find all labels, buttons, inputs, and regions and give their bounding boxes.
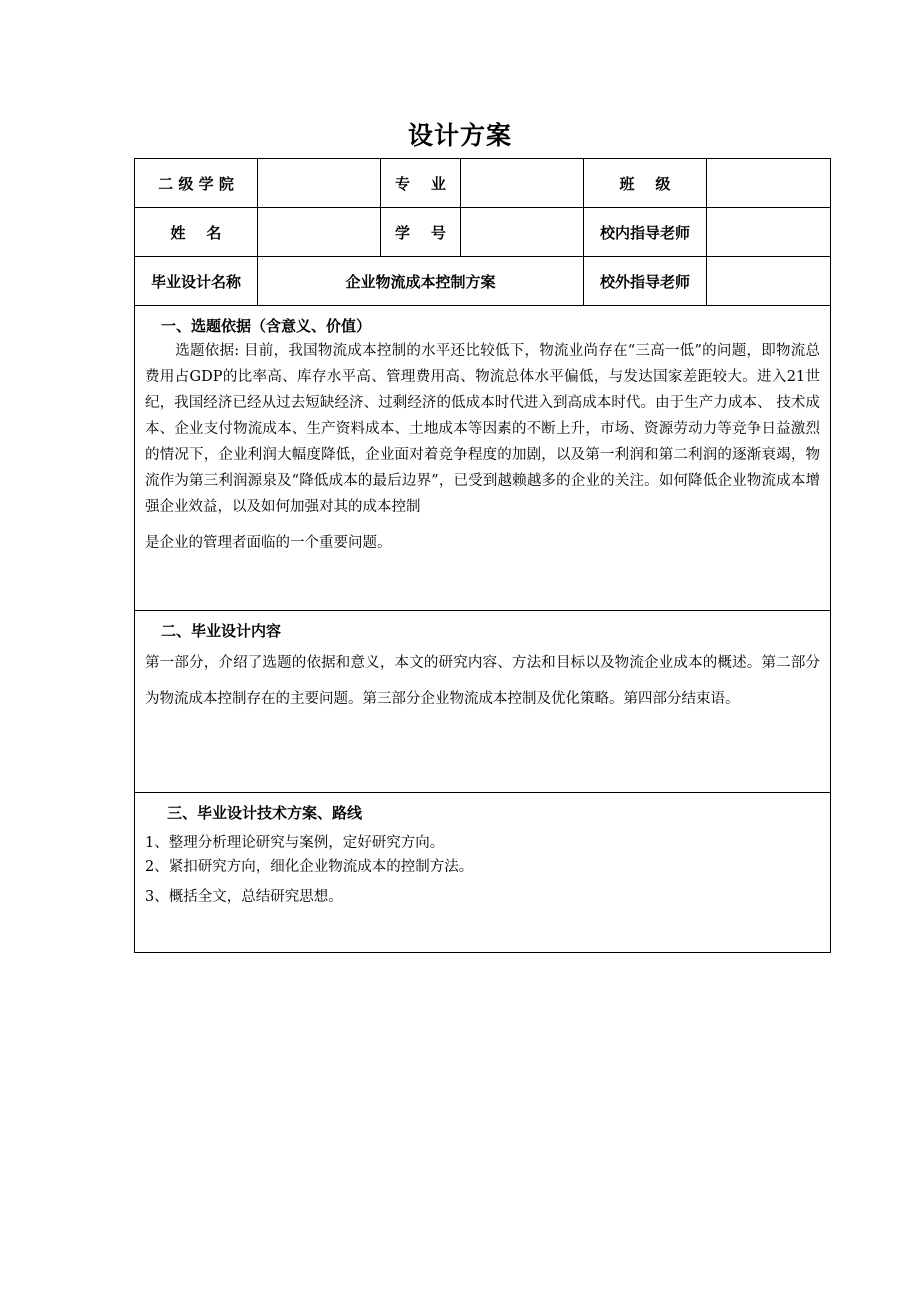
section-content-row bbox=[135, 611, 831, 793]
section-plan-row bbox=[135, 793, 831, 953]
section-basis[interactable] bbox=[135, 306, 831, 611]
external-advisor-label: 校外指导老师 bbox=[584, 257, 707, 306]
major-field[interactable] bbox=[461, 159, 584, 208]
internal-advisor-field[interactable] bbox=[707, 208, 831, 257]
external-advisor-field[interactable] bbox=[707, 257, 831, 306]
design-plan-form bbox=[134, 158, 831, 953]
college-field[interactable] bbox=[258, 159, 381, 208]
section-content-heading: 二、毕业设计内容 bbox=[161, 622, 282, 640]
section-content-body bbox=[145, 645, 820, 717]
section-plan-heading: 三、毕业设计技术方案、路线 bbox=[167, 804, 363, 822]
section-basis-body bbox=[145, 338, 820, 520]
name-field[interactable] bbox=[258, 208, 381, 257]
major-label: 专 业 bbox=[381, 159, 461, 208]
section-plan-list bbox=[145, 831, 820, 909]
info-row-name bbox=[135, 208, 831, 257]
class-label: 班 级 bbox=[584, 159, 707, 208]
section-basis-tail: 是企业的管理者面临的一个重要问题。 bbox=[145, 535, 392, 551]
info-row-college bbox=[135, 159, 831, 208]
internal-advisor-label: 校内指导老师 bbox=[584, 208, 707, 257]
section-basis-row bbox=[135, 306, 831, 611]
college-label: 二 级 学 院 bbox=[135, 159, 258, 208]
section-basis-heading: 一、选题依据（含意义、价值） bbox=[161, 317, 372, 335]
student-id-field[interactable] bbox=[461, 208, 584, 257]
list-item: 2、紧扣研究方向，细化企业物流成本的控制方法。 bbox=[145, 859, 474, 875]
name-label: 姓 名 bbox=[135, 208, 258, 257]
list-item: 1、整理分析理论研究与案例，定好研究方向。 bbox=[145, 835, 445, 851]
class-field[interactable] bbox=[707, 159, 831, 208]
list-item: 3、概括全文，总结研究思想。 bbox=[145, 889, 343, 905]
student-id-label: 学 号 bbox=[381, 208, 461, 257]
design-name-label: 毕业设计名称 bbox=[135, 257, 258, 306]
section-plan[interactable] bbox=[135, 793, 831, 953]
section-content[interactable] bbox=[135, 611, 831, 793]
info-row-design bbox=[135, 257, 831, 306]
section-content-text: 第一部分，介绍了选题的依据和意义，本文的研究内容、方法和目标以及物流企业成本的概述。第二部分为物流成本控制存在的主要问题。第三部分企业物流成本控制及优化策略。第四部分结束语。 bbox=[145, 655, 820, 707]
design-name-field[interactable]: 企业物流成本控制方案 bbox=[258, 257, 584, 306]
section-basis-text: 选题依据: 目前，我国物流成本控制的水平还比较低下，物流业尚存在“三高一低”的问题，即物流总费用占GDP的比率高、库存水平高、管理费用高、物流总体水平偏低，与发达国家差距较大。进入21世纪，我国经济已经从过去短缺经济、过剩经济的低成本时代进入到高成本时代。由于生产力成本、 技术成本、企业支付物流成本、生产资料成本、土地成本等因素的不断上升，市场、资源劳动力等竞争日益激烈的情况下，企业利润大幅度降低，企业面对着竞争程度的加剧，以及第一利润和第二利润的逐渐衰竭，物流作为第三利润源泉及“降低成本的最后边界”，已受到越赖越多的企业的关注。如何降低企业物流成本增强企业效益，以及如何加强对其的成本控制 bbox=[145, 343, 820, 515]
document-title: 设计方案 bbox=[407, 121, 512, 150]
